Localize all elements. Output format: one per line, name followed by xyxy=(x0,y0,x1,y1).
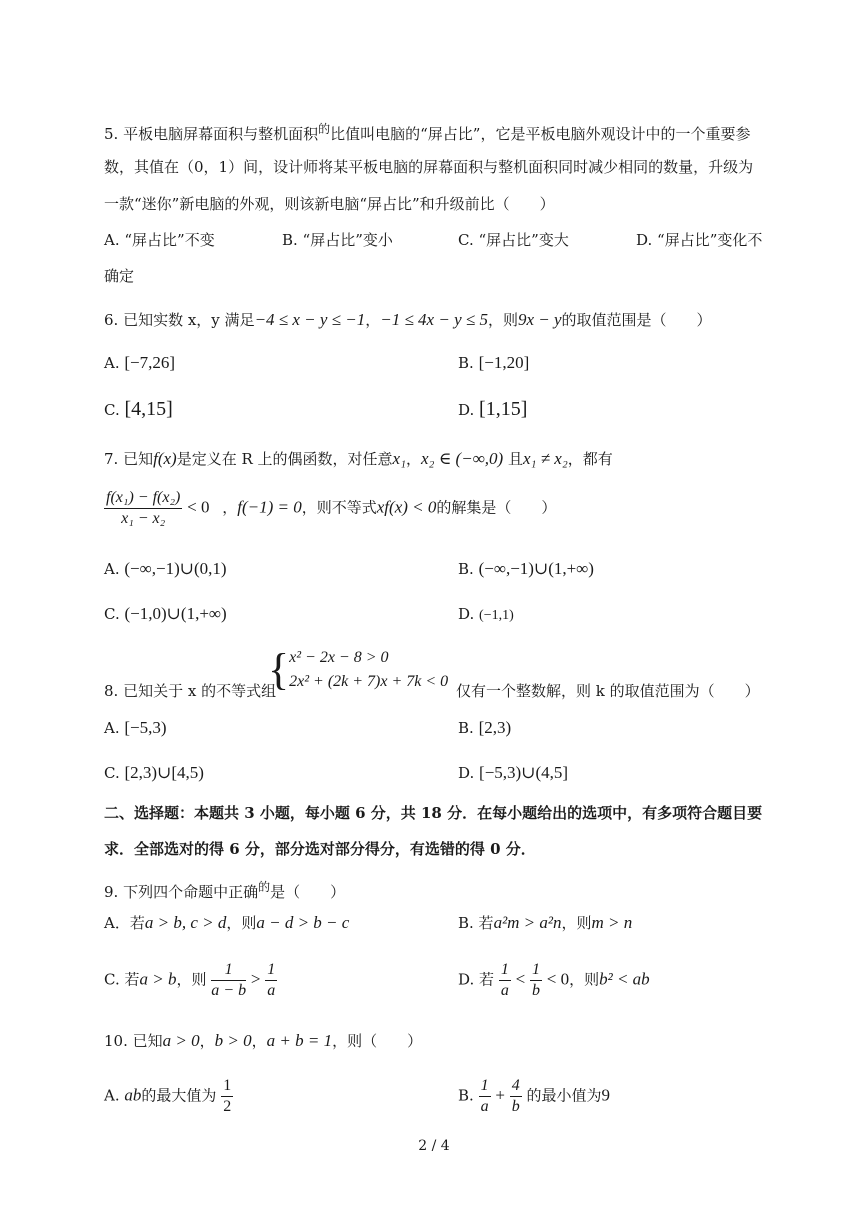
section2-line1: 二、选择题：本题共 3 小题，每小题 6 分，共 18 分．在每小题给出的选项中，有多项符合题目要 xyxy=(104,804,763,822)
q8-option-a: A. [−5,3) xyxy=(104,718,167,737)
q8-option-c: C. [2,3)∪[4,5) xyxy=(104,763,204,782)
q8-option-d: D. [−5,3)∪(4,5] xyxy=(458,763,569,782)
q5-line1: 5. 平板电脑屏幕面积与整机面积$^的$比值叫电脑的“屏占比”，它是平板电脑外观设计中的一个重要参 xyxy=(104,122,751,143)
q6-option-c: C. [4,15] xyxy=(104,398,173,420)
q5-line3: 一款“迷你”新电脑的外观，则该新电脑“屏占比”和升级前比（ ） xyxy=(104,195,555,213)
q7-option-c: C. (−1,0)∪(1,+∞) xyxy=(104,604,227,623)
q10-option-b: B. $\frac{1}{a}$ + $\frac{4}{b}$ 的最小值为9 xyxy=(458,1077,611,1115)
q8-option-b: B. [2,3) xyxy=(458,718,512,737)
q7-option-a: A. (−∞,−1)∪(0,1) xyxy=(104,559,227,578)
q7-fraction: $\frac{\text{f(x₁) − f(x₂)}}{\text{x₁ − x₂}}$ xyxy=(106,489,181,527)
q9-d-fraction-right: $\frac{1}{b}$ xyxy=(531,961,540,999)
q6-option-a: A. [−7,26] xyxy=(104,353,176,372)
q5-line2: 数，其值在（0，1）间，设计师将某平板电脑的屏幕面积与整机面积同时减少相同的数量，升级为 xyxy=(104,158,754,176)
q5-option-b: B. “屏占比”变小 xyxy=(282,231,393,249)
q7-condition: $\frac{\text{f(x₁) − f(x₂)}}{\text{x₁ − x₂}}$ < 0 ，f(−1) = 0，则不等式xf(x) < 0的解集是（ ） xyxy=(106,489,557,527)
q8-system: { x² − 2x − 8 > 0 2x² + (2k + 7)x + 7k < 0 xyxy=(268,645,449,694)
q9-option-d: D. 若 $\frac{1}{a}$ < $\frac{1}{b}$ < 0，则b² < ab xyxy=(458,961,650,999)
q6-option-b: B. [−1,20] xyxy=(458,353,530,372)
q5-option-a: A. “屏占比”不变 xyxy=(104,231,215,249)
q9-d-fraction-left: $\frac{1}{a}$ xyxy=(500,961,509,999)
q9-stem: 9. 下列四个命题中正确$^的$是（ ） xyxy=(104,880,346,901)
q10-stem: 10. 已知a > 0，b > 0，a + b = 1，则（ ） xyxy=(104,1031,423,1050)
q10-option-a: A. ab的最大值为 $\frac{1}{2}$ xyxy=(104,1077,232,1115)
q7-stem: 7. 已知f(x)是定义在 R 上的偶函数，对任意x₁，x₂ ∈ (−∞,0) 且x₁ ≠ x₂，都有 xyxy=(104,449,613,468)
q9-c-fraction-left: $\frac{1}{a - b}$ xyxy=(211,961,247,999)
q10-a-fraction: $\frac{1}{2}$ xyxy=(223,1077,232,1115)
q8-stem-b: 仅有一个整数解，则 k 的取值范围为（ ） xyxy=(456,682,760,700)
q9-option-c: C. 若a > b，则 $\frac{1}{a - b}$ > $\frac{1}{a}$ xyxy=(104,961,276,999)
q10-b-fraction-right: $\frac{4}{b}$ xyxy=(511,1077,520,1115)
q9-option-a: A．若a > b, c > d，则a − d > b − c xyxy=(104,913,350,932)
q5-option-d: D. “屏占比”变化不 xyxy=(636,231,763,249)
q8-stem-a: 8. 已知关于 x 的不等式组 xyxy=(104,682,277,700)
q9-option-b: B. 若a²m > a²n，则m > n xyxy=(458,913,633,932)
q6-stem: 6. 已知实数 x，y 满足−4 ≤ x − y ≤ −1，−1 ≤ 4x − y ≤ 5，则9x − y的取值范围是（ ） xyxy=(104,310,712,329)
page-number: 2 / 4 xyxy=(418,1138,450,1154)
q5-option-c: C. “屏占比”变大 xyxy=(458,231,569,249)
q5-option-d-cont: 确定 xyxy=(104,267,135,285)
q9-c-fraction-right: $\frac{1}{a}$ xyxy=(267,961,276,999)
q7-option-b: B. (−∞,−1)∪(1,+∞) xyxy=(458,559,594,578)
section2-line2: 求．全部选对的得 6 分，部分选对部分得分，有选错的得 0 分． xyxy=(104,840,536,858)
q10-b-fraction-left: $\frac{1}{a}$ xyxy=(480,1077,489,1115)
q7-option-d: D. (−1,1) xyxy=(458,605,514,623)
q6-option-d: D. [1,15] xyxy=(458,398,528,420)
